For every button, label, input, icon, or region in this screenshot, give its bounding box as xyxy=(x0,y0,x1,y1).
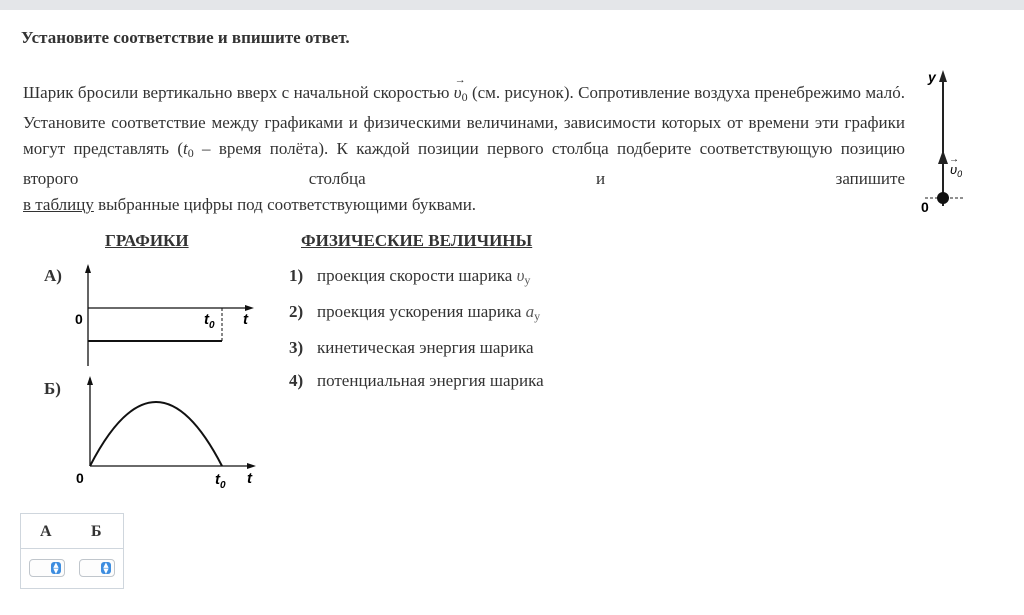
graph-b-t0: $t_0$ xyxy=(215,471,226,491)
problem-paragraph: Шарик бросили вертикально вверх с начальной скоростью → $\upsilon_0$ (см. рисунок). Сопротивление воздуха пренебрежимо малó. Установите соответствие между графиками и физическими величинами, зависимости которых от времени эти графики могут представлять ($t_0$ – время полёта). К каждой позиции первого столбца подберите соответствующую позицию второго столбца и запишите xyxy=(23,80,905,192)
quantity-item: 3) кинетическая энергия шарика xyxy=(289,338,534,357)
task-heading: Установите соответствие и впишите ответ. xyxy=(21,28,350,47)
answer-select-b[interactable] xyxy=(79,559,115,577)
graph-b xyxy=(70,374,270,492)
v0-label: $\upsilon_0$ xyxy=(950,162,963,179)
t0-symbol: $t_0$ xyxy=(183,139,194,160)
quantities-column-title: ФИЗИЧЕСКИЕ ВЕЛИЧИНЫ xyxy=(301,231,533,250)
ball-figure xyxy=(915,66,975,218)
graph-b-origin: 0 xyxy=(76,470,84,486)
graph-a-label: А) xyxy=(44,266,62,285)
quantity-item: 4) потенциальная энергия шарика xyxy=(289,371,544,390)
graph-a-origin: 0 xyxy=(75,311,83,327)
origin-label: 0 xyxy=(921,199,929,215)
answer-select-a[interactable] xyxy=(29,559,65,577)
problem-last-line: в таблицу выбранные цифры под соответствующими буквами. xyxy=(23,195,477,214)
answer-table-header xyxy=(21,514,123,549)
graph-a-t0: $t_0$ xyxy=(204,311,215,331)
quantity-item: 2) проекция ускорения шарика $a_y$ xyxy=(289,302,541,323)
select-arrows-icon: ▲ ▼ xyxy=(101,562,111,574)
y-axis-label: y xyxy=(928,69,936,85)
graph-b-t-axis: t xyxy=(247,470,252,487)
graph-a-t-axis: t xyxy=(243,311,248,328)
graph-b-label: Б) xyxy=(44,379,61,398)
v0-symbol: → $\upsilon_0$ xyxy=(454,80,468,110)
answer-table xyxy=(20,513,124,589)
top-bar xyxy=(0,0,1024,10)
problem-statement xyxy=(23,80,905,218)
graph-a xyxy=(70,262,270,372)
ball xyxy=(937,192,949,204)
answer-header-b: Б xyxy=(91,523,102,540)
quantity-item: 1) проекция скорости шарика $\upsilon_y$ xyxy=(289,266,531,287)
graph-b-curve xyxy=(90,402,222,466)
select-arrows-icon: ▲ ▼ xyxy=(51,562,61,574)
answer-header-a: А xyxy=(40,523,52,540)
graphs-column-title: ГРАФИКИ xyxy=(105,231,189,250)
table-link[interactable]: в таблицу xyxy=(23,195,94,214)
svg-text:→: → xyxy=(949,154,959,165)
